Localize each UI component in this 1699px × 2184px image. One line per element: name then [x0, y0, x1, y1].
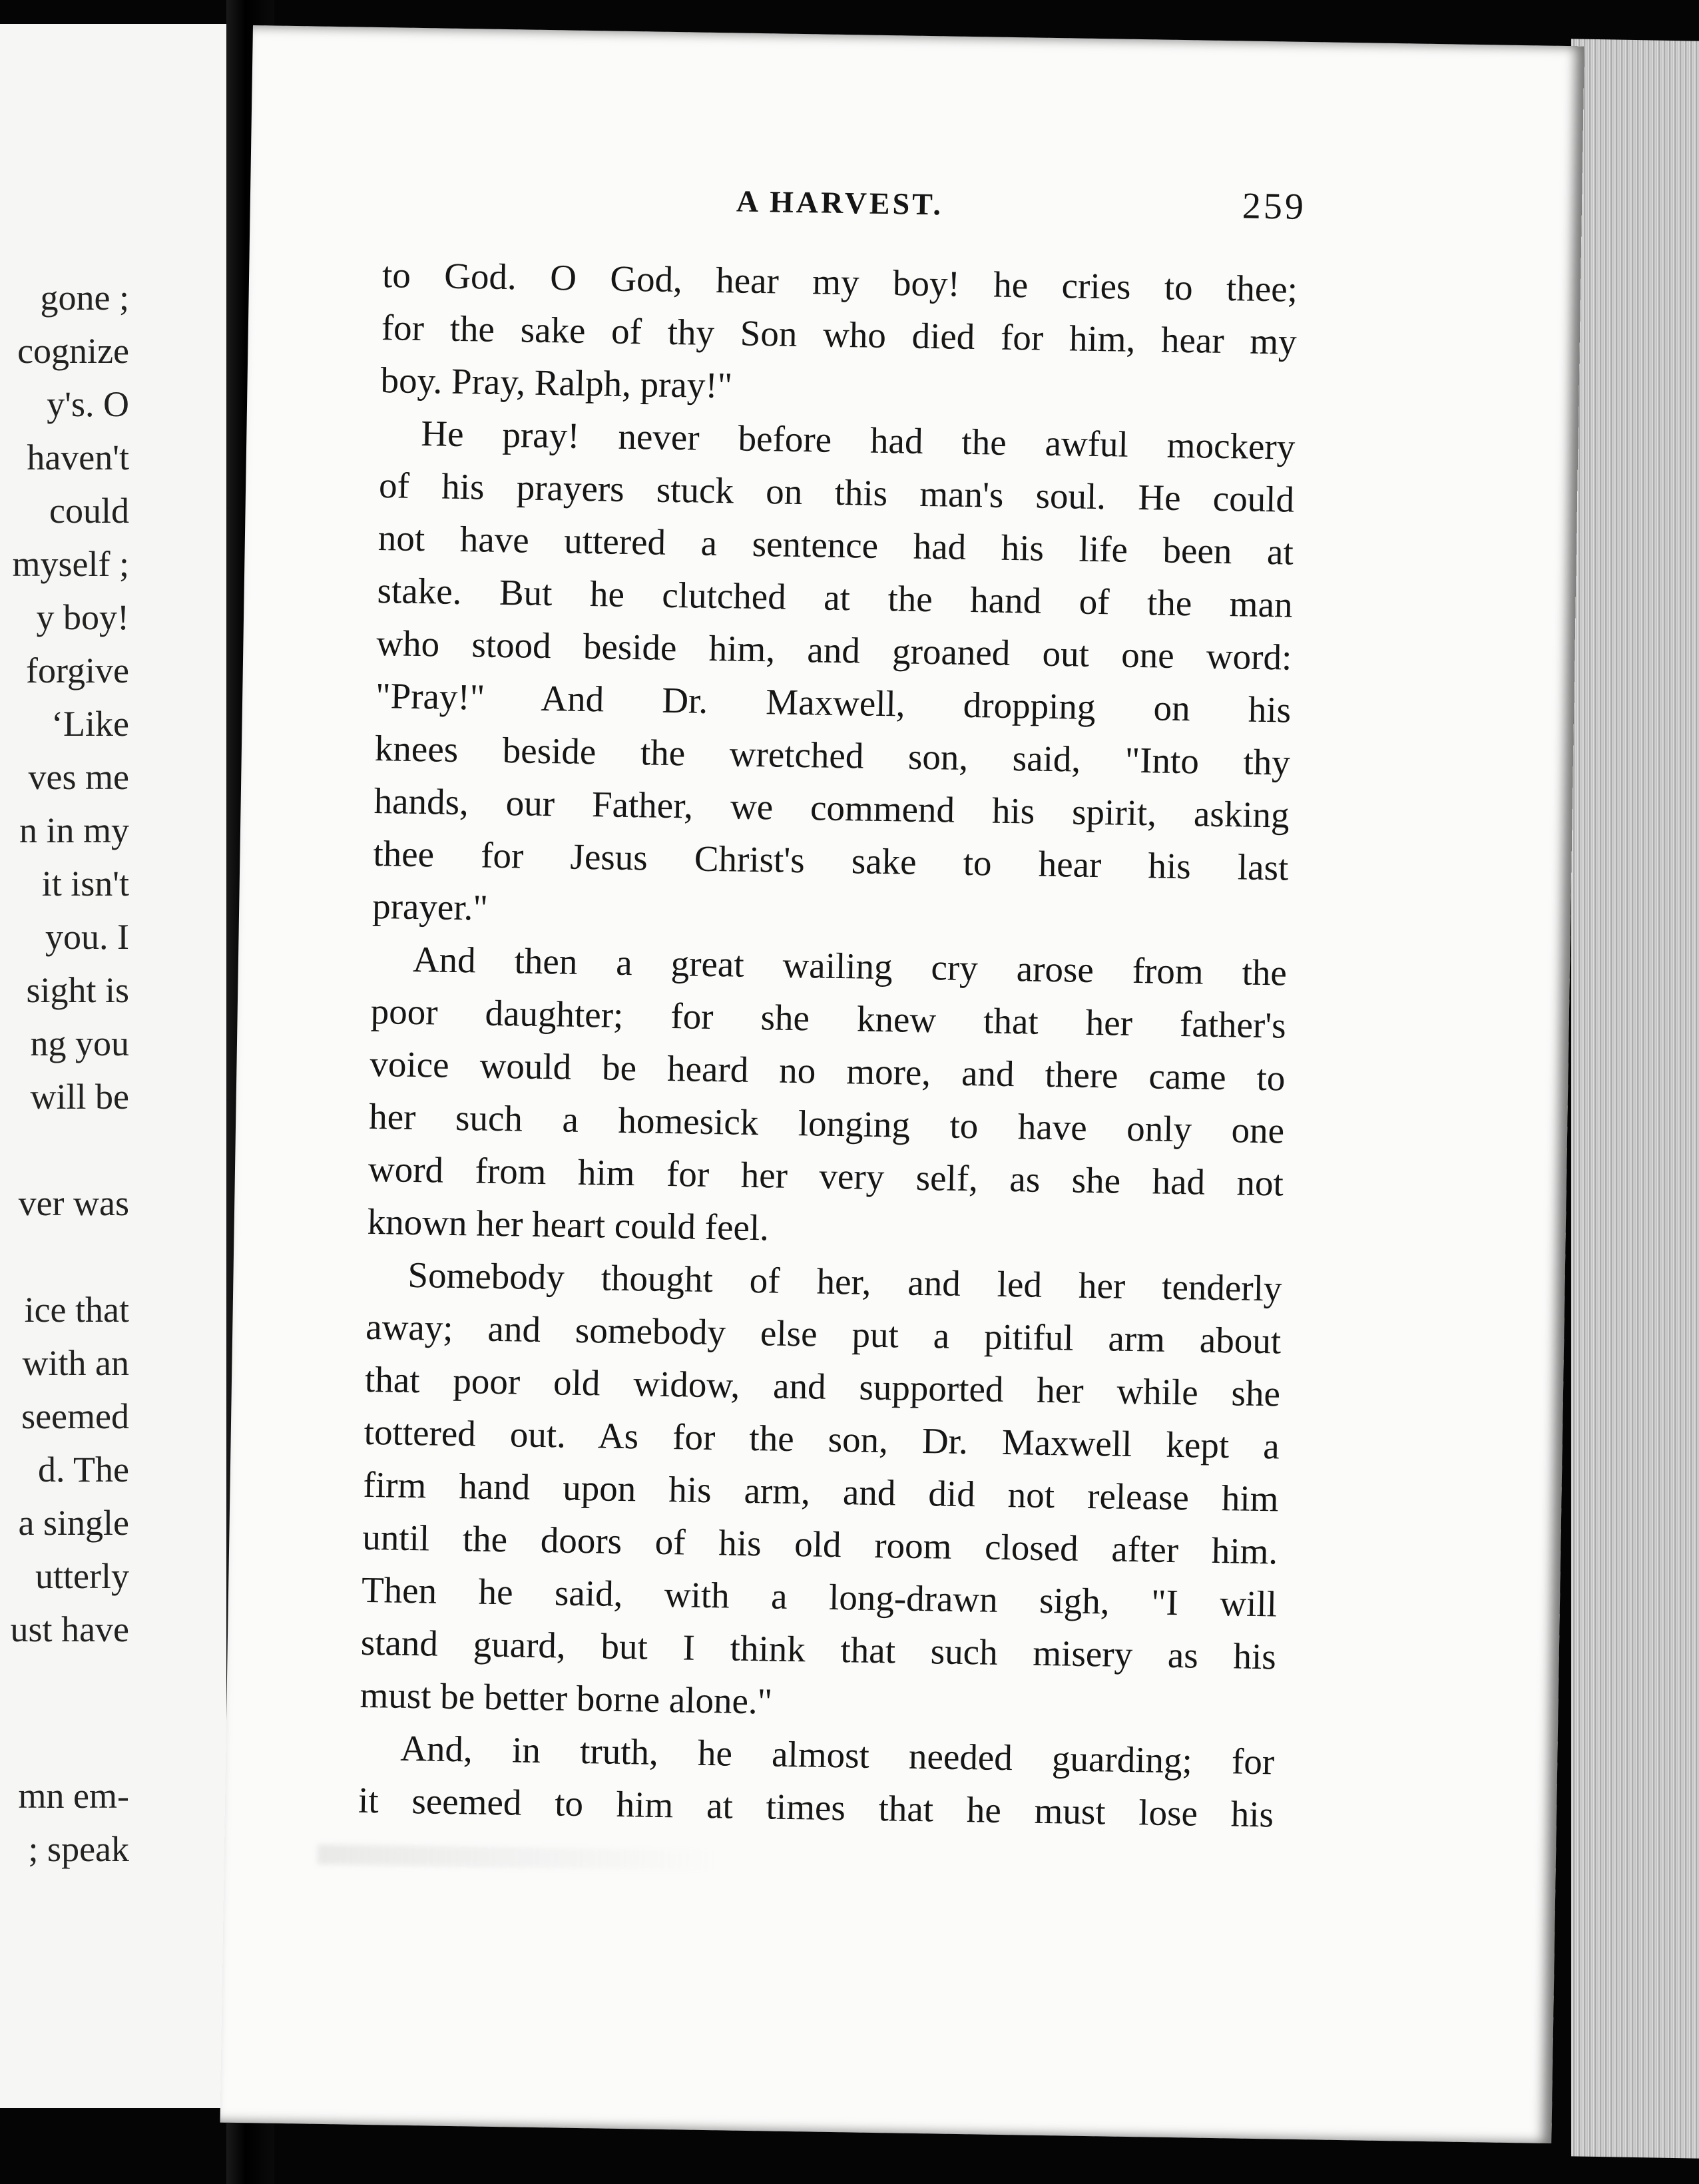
text-line: to God. O God, hear my boy! he cries to thee;	[381, 254, 1298, 310]
facing-page-fragment: gone ;	[40, 278, 129, 318]
text-line: stake. But he clutched at the hand of the man	[377, 570, 1294, 625]
page-fore-edge	[1571, 39, 1699, 2158]
facing-page-fragment: haven't	[27, 437, 129, 477]
facing-page-fragment: with an	[22, 1343, 129, 1383]
text-line: for the sake of thy Son who died for him, hear my	[381, 307, 1298, 362]
facing-page-fragment: ust have	[10, 1609, 129, 1649]
text-line: prayer."	[371, 885, 489, 928]
text-line: until the doors of his old room closed after him.	[362, 1516, 1278, 1572]
running-head	[250, 176, 1582, 228]
facing-page-fragment: forgive	[26, 651, 129, 690]
text-line: He pray! never before had the awful mockery	[420, 413, 1296, 467]
facing-page-fragment: sight is	[26, 970, 129, 1010]
text-line: firm hand upon his arm, and did not release him	[363, 1464, 1279, 1519]
paragraph	[367, 932, 1287, 1262]
facing-page-fragment: ng you	[30, 1023, 129, 1063]
text-line: Then he said, with a long-drawn sigh, "I will	[361, 1569, 1278, 1625]
facing-page-fragment: a single	[18, 1503, 129, 1543]
facing-page-fragment: could	[49, 491, 129, 531]
text-line: must be better borne alone."	[360, 1674, 773, 1722]
text-line: word from him for her very self, as she had not	[367, 1148, 1284, 1204]
facing-page-fragment: ‘Like	[51, 704, 129, 744]
text-line: Somebody thought of her, and led her tenderly	[407, 1254, 1282, 1309]
text-line: known her heart could feel.	[367, 1201, 770, 1248]
facing-page-fragment: ice that	[24, 1290, 129, 1330]
text-line: tottered out. As for the son, Dr. Maxwell kept a	[364, 1411, 1280, 1467]
facing-page-fragment: utterly	[35, 1556, 129, 1596]
paragraph	[360, 1248, 1282, 1736]
text-line: boy. Pray, Ralph, pray!"	[380, 360, 733, 406]
facing-page-fragment: ves me	[28, 757, 129, 797]
text-line: poor daughter; for she knew that her father's	[370, 990, 1287, 1046]
text-line: it seemed to him at times that he must lose his	[358, 1779, 1274, 1835]
facing-page-fragment: seemed	[21, 1396, 129, 1436]
text-line: not have uttered a sentence had his life been at	[377, 517, 1294, 573]
facing-page-fragment: mn em-	[18, 1776, 129, 1816]
paragraph	[358, 1721, 1275, 1841]
text-line: "Pray!" And Dr. Maxwell, dropping on his	[375, 675, 1292, 730]
text-line: And, in truth, he almost needed guarding; for	[399, 1727, 1275, 1782]
paragraph	[380, 248, 1298, 421]
text-line: And then a great wailing cry arose from the	[412, 938, 1288, 993]
text-line: thee for Jesus Christ's sake to hear his last	[373, 832, 1289, 888]
body-text	[358, 248, 1298, 1840]
facing-page-fragment: you. I	[45, 917, 129, 957]
text-line: that poor old widow, and supported her while she	[364, 1358, 1281, 1414]
facing-page-fragment: myself ;	[12, 544, 129, 584]
paragraph	[372, 406, 1296, 947]
facing-page-fragment: d. The	[38, 1450, 129, 1490]
facing-page-fragment: it isn't	[41, 864, 129, 904]
facing-page-fragment: n in my	[19, 810, 129, 850]
facing-page-fragment: y's. O	[47, 384, 129, 424]
facing-page-fragment: will be	[30, 1077, 129, 1117]
facing-page-fragment: cognize	[17, 331, 129, 371]
facing-page-fragment: ; speak	[28, 1829, 129, 1869]
show-through-smudge	[318, 1844, 717, 1870]
text-line: who stood beside him, and groaned out one word:	[375, 623, 1292, 678]
page-number: 259	[1242, 185, 1307, 228]
text-line: knees beside the wretched son, said, "Into thy	[374, 728, 1291, 783]
facing-page-fragment: ver was	[18, 1183, 129, 1223]
chapter-title: A HARVEST.	[736, 184, 944, 222]
text-line: away; and somebody else put a pitiful arm about	[365, 1306, 1282, 1362]
text-line: hands, our Father, we commend his spirit, asking	[373, 780, 1290, 836]
text-line: stand guard, but I think that such misery as his	[360, 1621, 1277, 1677]
text-line: voice would be heard no more, and there came to	[369, 1043, 1286, 1099]
facing-page-fragment: y boy!	[36, 597, 129, 637]
text-line: of his prayers stuck on this man's soul. He could	[378, 465, 1295, 520]
book-page	[220, 25, 1584, 2143]
text-line: her such a homesick longing to have only one	[368, 1095, 1285, 1151]
facing-page	[0, 24, 226, 2108]
